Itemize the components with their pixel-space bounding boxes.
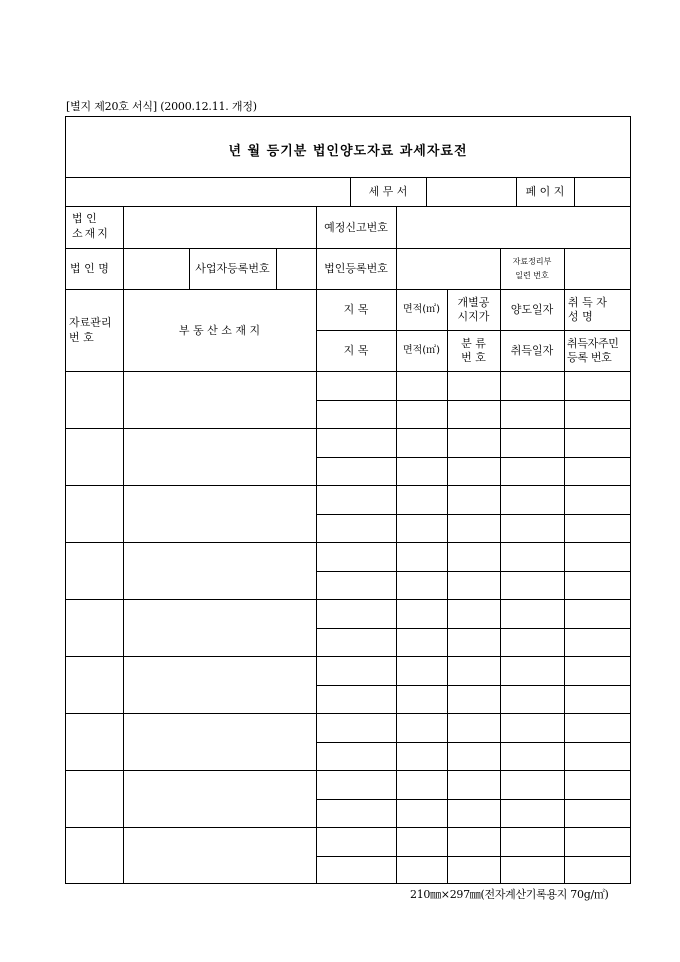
- col-divider: [316, 289, 317, 884]
- land-price-label-1: 개별공: [457, 296, 490, 309]
- class-no-label-1: 분 류: [461, 337, 486, 350]
- acquirer-id-label-1: 취득자주민: [567, 337, 619, 350]
- record-divider: [65, 542, 631, 543]
- col-divider: [564, 289, 565, 884]
- col-divider: [500, 248, 501, 289]
- col-divider: [574, 177, 575, 206]
- col-divider: [447, 289, 448, 884]
- acquirer-name-label-1: 취 득 자: [568, 296, 607, 309]
- col-divider: [564, 248, 565, 289]
- serial-no-label-1: 자료정리부: [512, 257, 552, 266]
- row-divider: [316, 330, 631, 331]
- row-divider: [65, 248, 631, 249]
- biz-reg-no-label: 사업자등록번호: [195, 262, 270, 275]
- land-price-label-2: 시지가: [457, 310, 490, 323]
- record-subdivider: [316, 571, 631, 572]
- col-divider: [123, 289, 124, 884]
- record-subdivider: [316, 628, 631, 629]
- record-subdivider: [316, 457, 631, 458]
- corp-name-label: 법 인 명: [70, 262, 109, 275]
- corp-address-label-1: 법 인: [72, 212, 97, 225]
- prelim-report-no-label: 예정신고번호: [324, 221, 388, 234]
- corp-reg-no-label: 법인등록번호: [324, 262, 388, 275]
- record-divider: [65, 713, 631, 714]
- mgmt-no-label-1: 자료관리: [69, 316, 112, 329]
- area-label: 면적(㎡): [402, 304, 441, 315]
- col-divider: [426, 177, 427, 206]
- row-divider: [65, 206, 631, 207]
- corp-address-label-2: 소재지: [72, 227, 110, 240]
- acquirer-name-label-2: 성 명: [568, 310, 593, 323]
- record-divider: [65, 656, 631, 657]
- row-divider: [65, 371, 631, 372]
- record-subdivider: [316, 856, 631, 857]
- record-divider: [65, 428, 631, 429]
- record-divider: [65, 827, 631, 828]
- record-divider: [65, 770, 631, 771]
- col-divider: [123, 248, 124, 289]
- col-divider: [396, 248, 397, 289]
- mgmt-no-label-2: 번 호: [69, 331, 94, 344]
- form-number-note: [별지 제20호 서식] (2000.12.11. 개정): [66, 100, 257, 113]
- col-divider: [396, 206, 397, 248]
- record-subdivider: [316, 799, 631, 800]
- form-title: 년 월 등기분 법인양도자료 과세자료전: [228, 144, 468, 159]
- property-location-label: 부 동 산 소 재 지: [178, 324, 261, 337]
- record-subdivider: [316, 514, 631, 515]
- record-subdivider: [316, 685, 631, 686]
- col-divider: [500, 289, 501, 884]
- tax-office-label: 세 무 서: [368, 185, 408, 198]
- record-subdivider: [316, 400, 631, 401]
- class-no-label-2: 번 호: [461, 351, 486, 364]
- col-divider: [396, 289, 397, 884]
- acquirer-id-label-2: 등록 번호: [567, 351, 612, 364]
- record-divider: [65, 599, 631, 600]
- row-divider: [65, 289, 631, 290]
- paper-spec-note: 210㎜×297㎜(전자계산기록용지 70g/㎡): [410, 888, 609, 901]
- land-type-label: 지 목: [343, 303, 369, 316]
- row-divider: [65, 177, 631, 178]
- col-divider: [276, 248, 277, 289]
- record-divider: [65, 485, 631, 486]
- land-type-label-2: 지 목: [343, 344, 369, 357]
- col-divider: [123, 206, 124, 248]
- acquire-date-label: 취득일자: [510, 344, 554, 357]
- area-label-2: 면적(㎡): [402, 345, 441, 356]
- serial-no-label-2: 일련 번호: [515, 271, 549, 280]
- page-label: 페 이 지: [525, 185, 565, 198]
- record-subdivider: [316, 742, 631, 743]
- transfer-date-label: 양도일자: [510, 303, 554, 316]
